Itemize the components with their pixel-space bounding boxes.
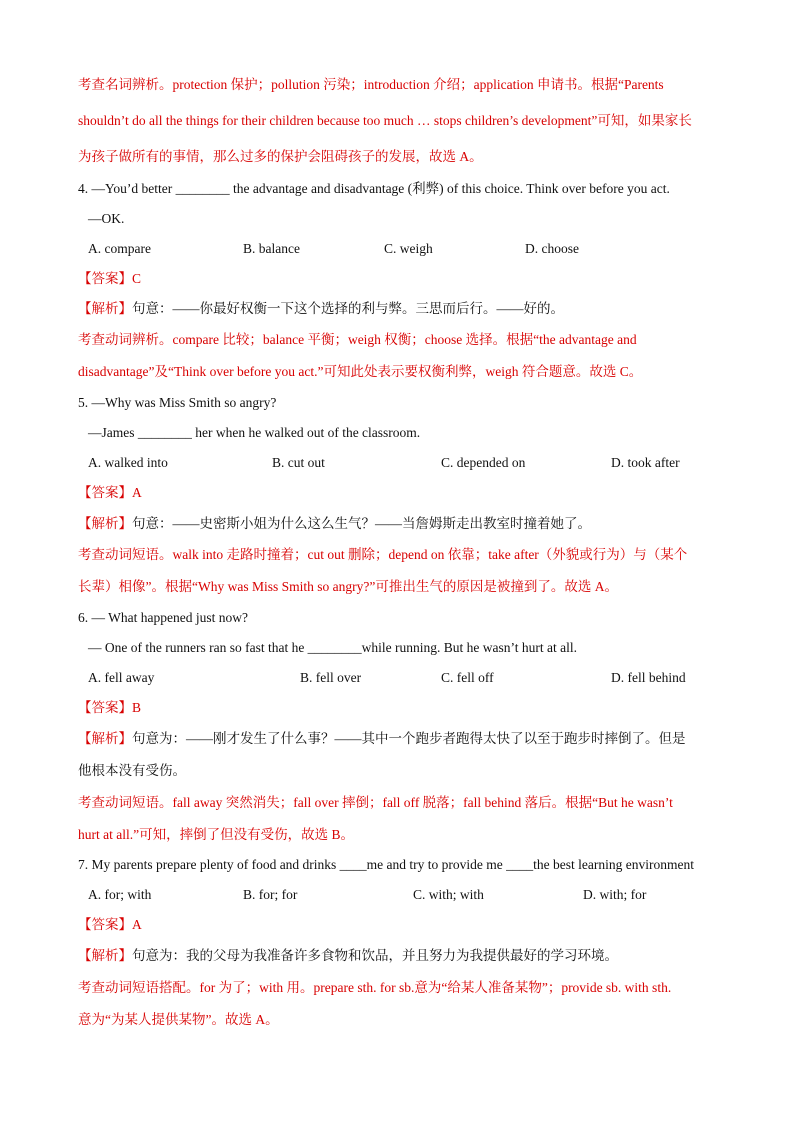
q5-analysis [78,515,591,533]
q5-answer-value: A [132,485,142,500]
intro-line-2: shouldn’t do all the things for their children because too much … stops children’s development”可知，如果家长 [78,113,692,128]
q6-options [78,669,734,687]
q6-stem: 6. — What happened just now? [78,610,248,625]
q7-answer-value: A [132,917,142,932]
q5-answer-tag: 【答案】 [78,485,132,500]
q4-analysis-text: 句意：——你最好权衡一下这个选择的利与弊。三思而后行。——好的。 [132,301,564,316]
q6-stem-2: — One of the runners ran so fast that he ________while running. But he wasn’t hurt at all. [88,640,578,655]
q4-answer-value: C [132,271,142,286]
q6-analysis-tag: 【解析】 [78,731,132,746]
intro-line-3: 为孩子做所有的事情，那么过多的保护会阻碍孩子的发展，故选 A。 [78,149,483,164]
q6-detail-2: hurt at all.”可知，摔倒了但没有受伤，故选 B。 [78,827,354,842]
q6-option-b: B. fell over [300,670,362,685]
q4-answer [78,270,141,288]
q4-analysis [78,300,564,318]
q6-analysis [78,730,686,748]
q6-detail-1: 考查动词短语。fall away 突然消失；fall over 摔倒；fall off 脱落；fall behind 落后。根据“But he wasn’t [78,795,673,810]
q5-option-d: D. took after [611,455,680,470]
q4-analysis-tag: 【解析】 [78,301,132,316]
q4-stem: 4. —You’d better ________ the advantage and disadvantage (利弊) of this choice. Think over before you act. [78,181,670,196]
q6-answer-tag: 【答案】 [78,700,132,715]
q7-options [78,886,734,904]
q4-option-c: C. weigh [384,241,433,256]
q6-option-c: C. fell off [441,670,494,685]
q5-stem-2: —James ________ her when he walked out of the classroom. [88,425,421,440]
q4-option-b: B. balance [243,241,300,256]
q4-detail-2: disadvantage”及“Think over before you act.”可知此处表示要权衡利弊，weigh 符合题意。故选 C。 [78,364,643,379]
q5-answer [78,484,142,502]
q7-answer [78,916,142,934]
q4-option-d: D. choose [525,241,579,256]
q7-option-b: B. for; for [243,887,298,902]
q7-detail-1: 考查动词短语搭配。for 为了；with 用。prepare sth. for sb.意为“给某人准备某物”；provide sb. with sth. [78,980,672,995]
q4-option-a: A. compare [88,241,151,256]
q5-option-c: C. depended on [441,455,526,470]
q7-detail-2: 意为“为某人提供某物”。故选 A。 [78,1012,279,1027]
q4-stem-2: —OK. [88,211,125,226]
q7-analysis [78,947,618,965]
q6-analysis-cont: 他根本没有受伤。 [78,763,186,778]
q7-option-a: A. for; with [88,887,152,902]
q7-answer-tag: 【答案】 [78,917,132,932]
q5-analysis-text: 句意：——史密斯小姐为什么这么生气？——当詹姆斯走出教室时撞着她了。 [132,516,591,531]
q6-option-a: A. fell away [88,670,155,685]
q7-analysis-text: 句意为：我的父母为我准备许多食物和饮品，并且努力为我提供最好的学习环境。 [132,948,618,963]
q5-stem: 5. —Why was Miss Smith so angry? [78,395,277,410]
q4-detail-1: 考查动词辨析。compare 比较；balance 平衡；weigh 权衡；choose 选择。根据“the advantage and [78,332,637,347]
q6-analysis-text: 句意为：——刚才发生了什么事？——其中一个跑步者跑得太快了以至于跑步时摔倒了。但是 [132,731,686,746]
q6-option-d: D. fell behind [611,670,686,685]
q5-analysis-tag: 【解析】 [78,516,132,531]
intro-line-1: 考查名词辨析。protection 保护；pollution 污染；introduction 介绍；application 申请书。根据“Parents [78,77,664,92]
q6-answer [78,699,141,717]
q7-option-d: D. with; for [583,887,647,902]
q5-detail-1: 考查动词短语。walk into 走路时撞着；cut out 删除；depend on 依靠；take after（外貌或行为）与（某个 [78,547,688,562]
q7-stem: 7. My parents prepare plenty of food and drinks ____me and try to provide me ____the best learning environment [78,857,694,872]
q6-answer-value: B [132,700,142,715]
q7-analysis-tag: 【解析】 [78,948,132,963]
q5-detail-2: 长辈）相像”。根据“Why was Miss Smith so angry?”可推出生气的原因是被撞到了。故选 A。 [78,579,618,594]
q4-options [78,240,734,258]
q5-option-a: A. walked into [88,455,168,470]
q4-answer-tag: 【答案】 [78,271,132,286]
q5-options [78,454,734,472]
q5-option-b: B. cut out [272,455,325,470]
q7-option-c: C. with; with [413,887,484,902]
